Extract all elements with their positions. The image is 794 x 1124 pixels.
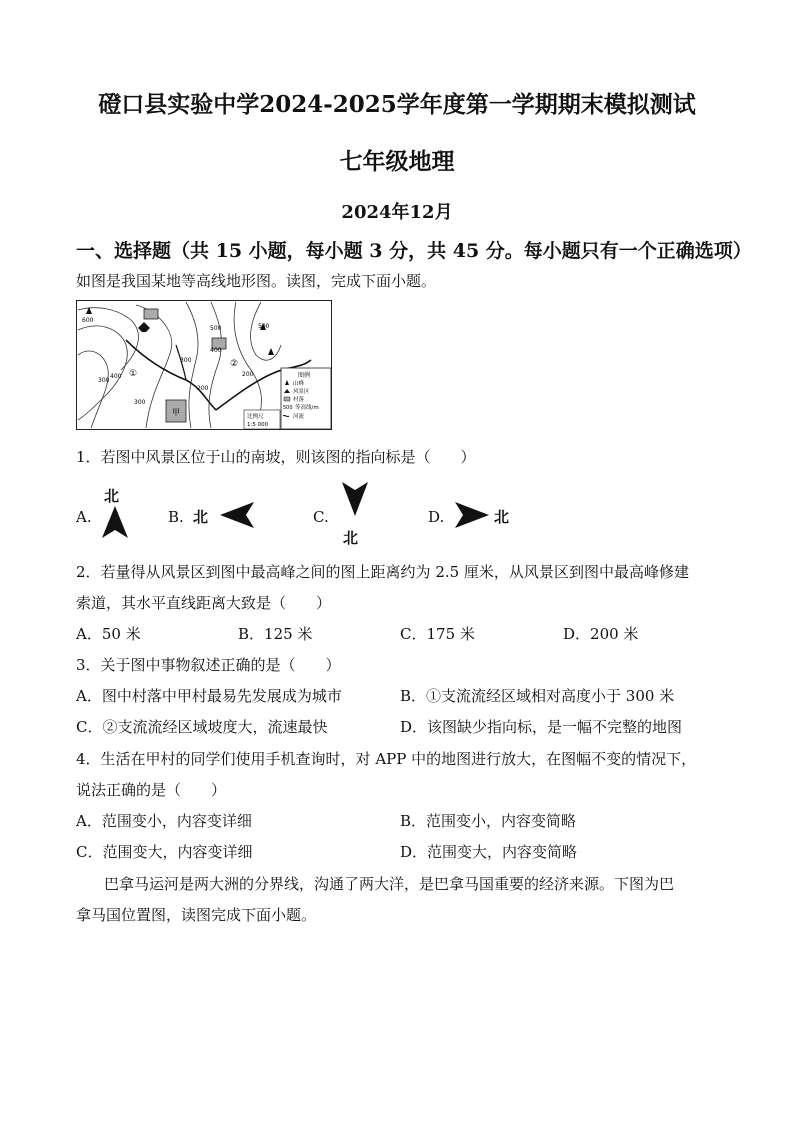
exam-date: 2024年12月 bbox=[341, 202, 453, 223]
q4-stem-line1: 4．生活在甲村的同学们使用手机查询时，对 APP 中的地图进行放大，在图幅不变的情况下， bbox=[76, 750, 697, 768]
q4-option-b: B．范围变小，内容变简略 bbox=[400, 812, 577, 830]
legend-item-scenic: 风景区 bbox=[293, 389, 310, 395]
q3-option-a: A．图中村落中甲村最易先发展成为城市 bbox=[76, 687, 342, 705]
q4-option-a: A．范围变小，内容变详细 bbox=[76, 812, 252, 830]
q1-option-a-north: 北 bbox=[104, 487, 120, 505]
exam-subtitle: 七年级地理 bbox=[339, 148, 455, 175]
section-intro: 如图是我国某地等高线地形图。读图，完成下面小题。 bbox=[76, 272, 437, 290]
q3-option-d: D．该图缺少指向标，是一幅不完整的地图 bbox=[400, 718, 683, 736]
contour-map bbox=[76, 300, 332, 430]
contour-label-0: 600 bbox=[82, 317, 94, 324]
passage-line2: 拿马国位置图，读图完成下面小题。 bbox=[76, 906, 317, 924]
q3-option-b: B．①支流流经区域相对高度小于 300 米 bbox=[400, 687, 675, 705]
legend-title: 图例 bbox=[298, 372, 311, 379]
river-mark-2: ② bbox=[230, 359, 239, 369]
contour-label-5: 300 bbox=[134, 399, 146, 406]
scale-value: 1:5 000 bbox=[247, 422, 269, 428]
contour-label-2: 400 bbox=[110, 373, 122, 380]
q4-stem-line2: 说法正确的是（ ） bbox=[76, 781, 227, 799]
q2-stem-line1: 2．若量得从风景区到图中最高峰之间的图上距离约为 2.5 厘米，从风景区到图中最高峰修建 bbox=[76, 563, 689, 581]
village-icon bbox=[284, 397, 290, 401]
contour-label-4: 200 bbox=[197, 385, 209, 392]
north-arrow-up-icon bbox=[102, 506, 128, 538]
contour-map-svg bbox=[76, 300, 332, 430]
q1-option-b-north: 北 bbox=[193, 508, 209, 526]
q3-stem: 3．关于图中事物叙述正确的是（ ） bbox=[76, 656, 341, 674]
q1-option-a-letter: A. bbox=[76, 508, 92, 526]
contour-label-3: 300 bbox=[98, 377, 110, 384]
contour-label-7: 400 bbox=[210, 347, 222, 354]
legend-item-contour: 等高线/m bbox=[295, 405, 319, 411]
q4-option-c: C．范围变大，内容变详细 bbox=[76, 843, 253, 861]
scale-label: 比例尺 bbox=[247, 414, 264, 420]
legend-contour-value: 500 bbox=[283, 405, 293, 411]
q1-option-d-north: 北 bbox=[494, 508, 510, 526]
q1-option-b-letter: B. bbox=[168, 508, 184, 526]
q1-option-c-letter: C. bbox=[313, 508, 329, 526]
river-mark-1: ① bbox=[129, 369, 138, 379]
contour-label-9: 200 bbox=[242, 371, 254, 378]
q3-option-c: C．②支流流经区域坡度大，流速最快 bbox=[76, 718, 328, 736]
section-heading: 一、选择题（共 15 小题，每小题 3 分，共 45 分。每小题只有一个正确选项） bbox=[76, 240, 752, 262]
q1-option-d-letter: D. bbox=[428, 508, 445, 526]
q2-option-c: C．175 米 bbox=[400, 625, 475, 643]
q1-option-c-north: 北 bbox=[343, 529, 359, 547]
q2-option-b: B．125 米 bbox=[238, 625, 313, 643]
exam-title: 磴口县实验中学2024-2025学年度第一学期期末模拟测试 bbox=[98, 91, 696, 118]
q2-stem-line2: 索道，其水平直线距离大致是（ ） bbox=[76, 594, 332, 612]
legend-item-river: 河流 bbox=[293, 414, 305, 420]
north-arrow-left-icon bbox=[220, 502, 254, 528]
legend-item-peak: 山峰 bbox=[293, 381, 305, 387]
contour-label-8: 300 bbox=[180, 357, 192, 364]
contour-label-6: 500 bbox=[210, 325, 222, 332]
north-arrow-down-icon bbox=[342, 482, 368, 516]
contour-label-1: 500 bbox=[258, 323, 270, 330]
q2-option-d: D．200 米 bbox=[563, 625, 639, 643]
passage-line1: 巴拿马运河是两大洲的分界线，沟通了两大洋，是巴拿马国重要的经济来源。下图为巴 bbox=[104, 875, 675, 893]
legend-item-village: 村落 bbox=[293, 397, 305, 403]
q2-option-a: A．50 米 bbox=[76, 625, 141, 643]
q1-stem: 1．若图中风景区位于山的南坡，则该图的指向标是（ ） bbox=[76, 448, 476, 466]
north-arrow-right-icon bbox=[455, 502, 489, 528]
q4-option-d: D．范围变大，内容变简略 bbox=[400, 843, 578, 861]
village-jia-label: 甲 bbox=[172, 408, 180, 417]
